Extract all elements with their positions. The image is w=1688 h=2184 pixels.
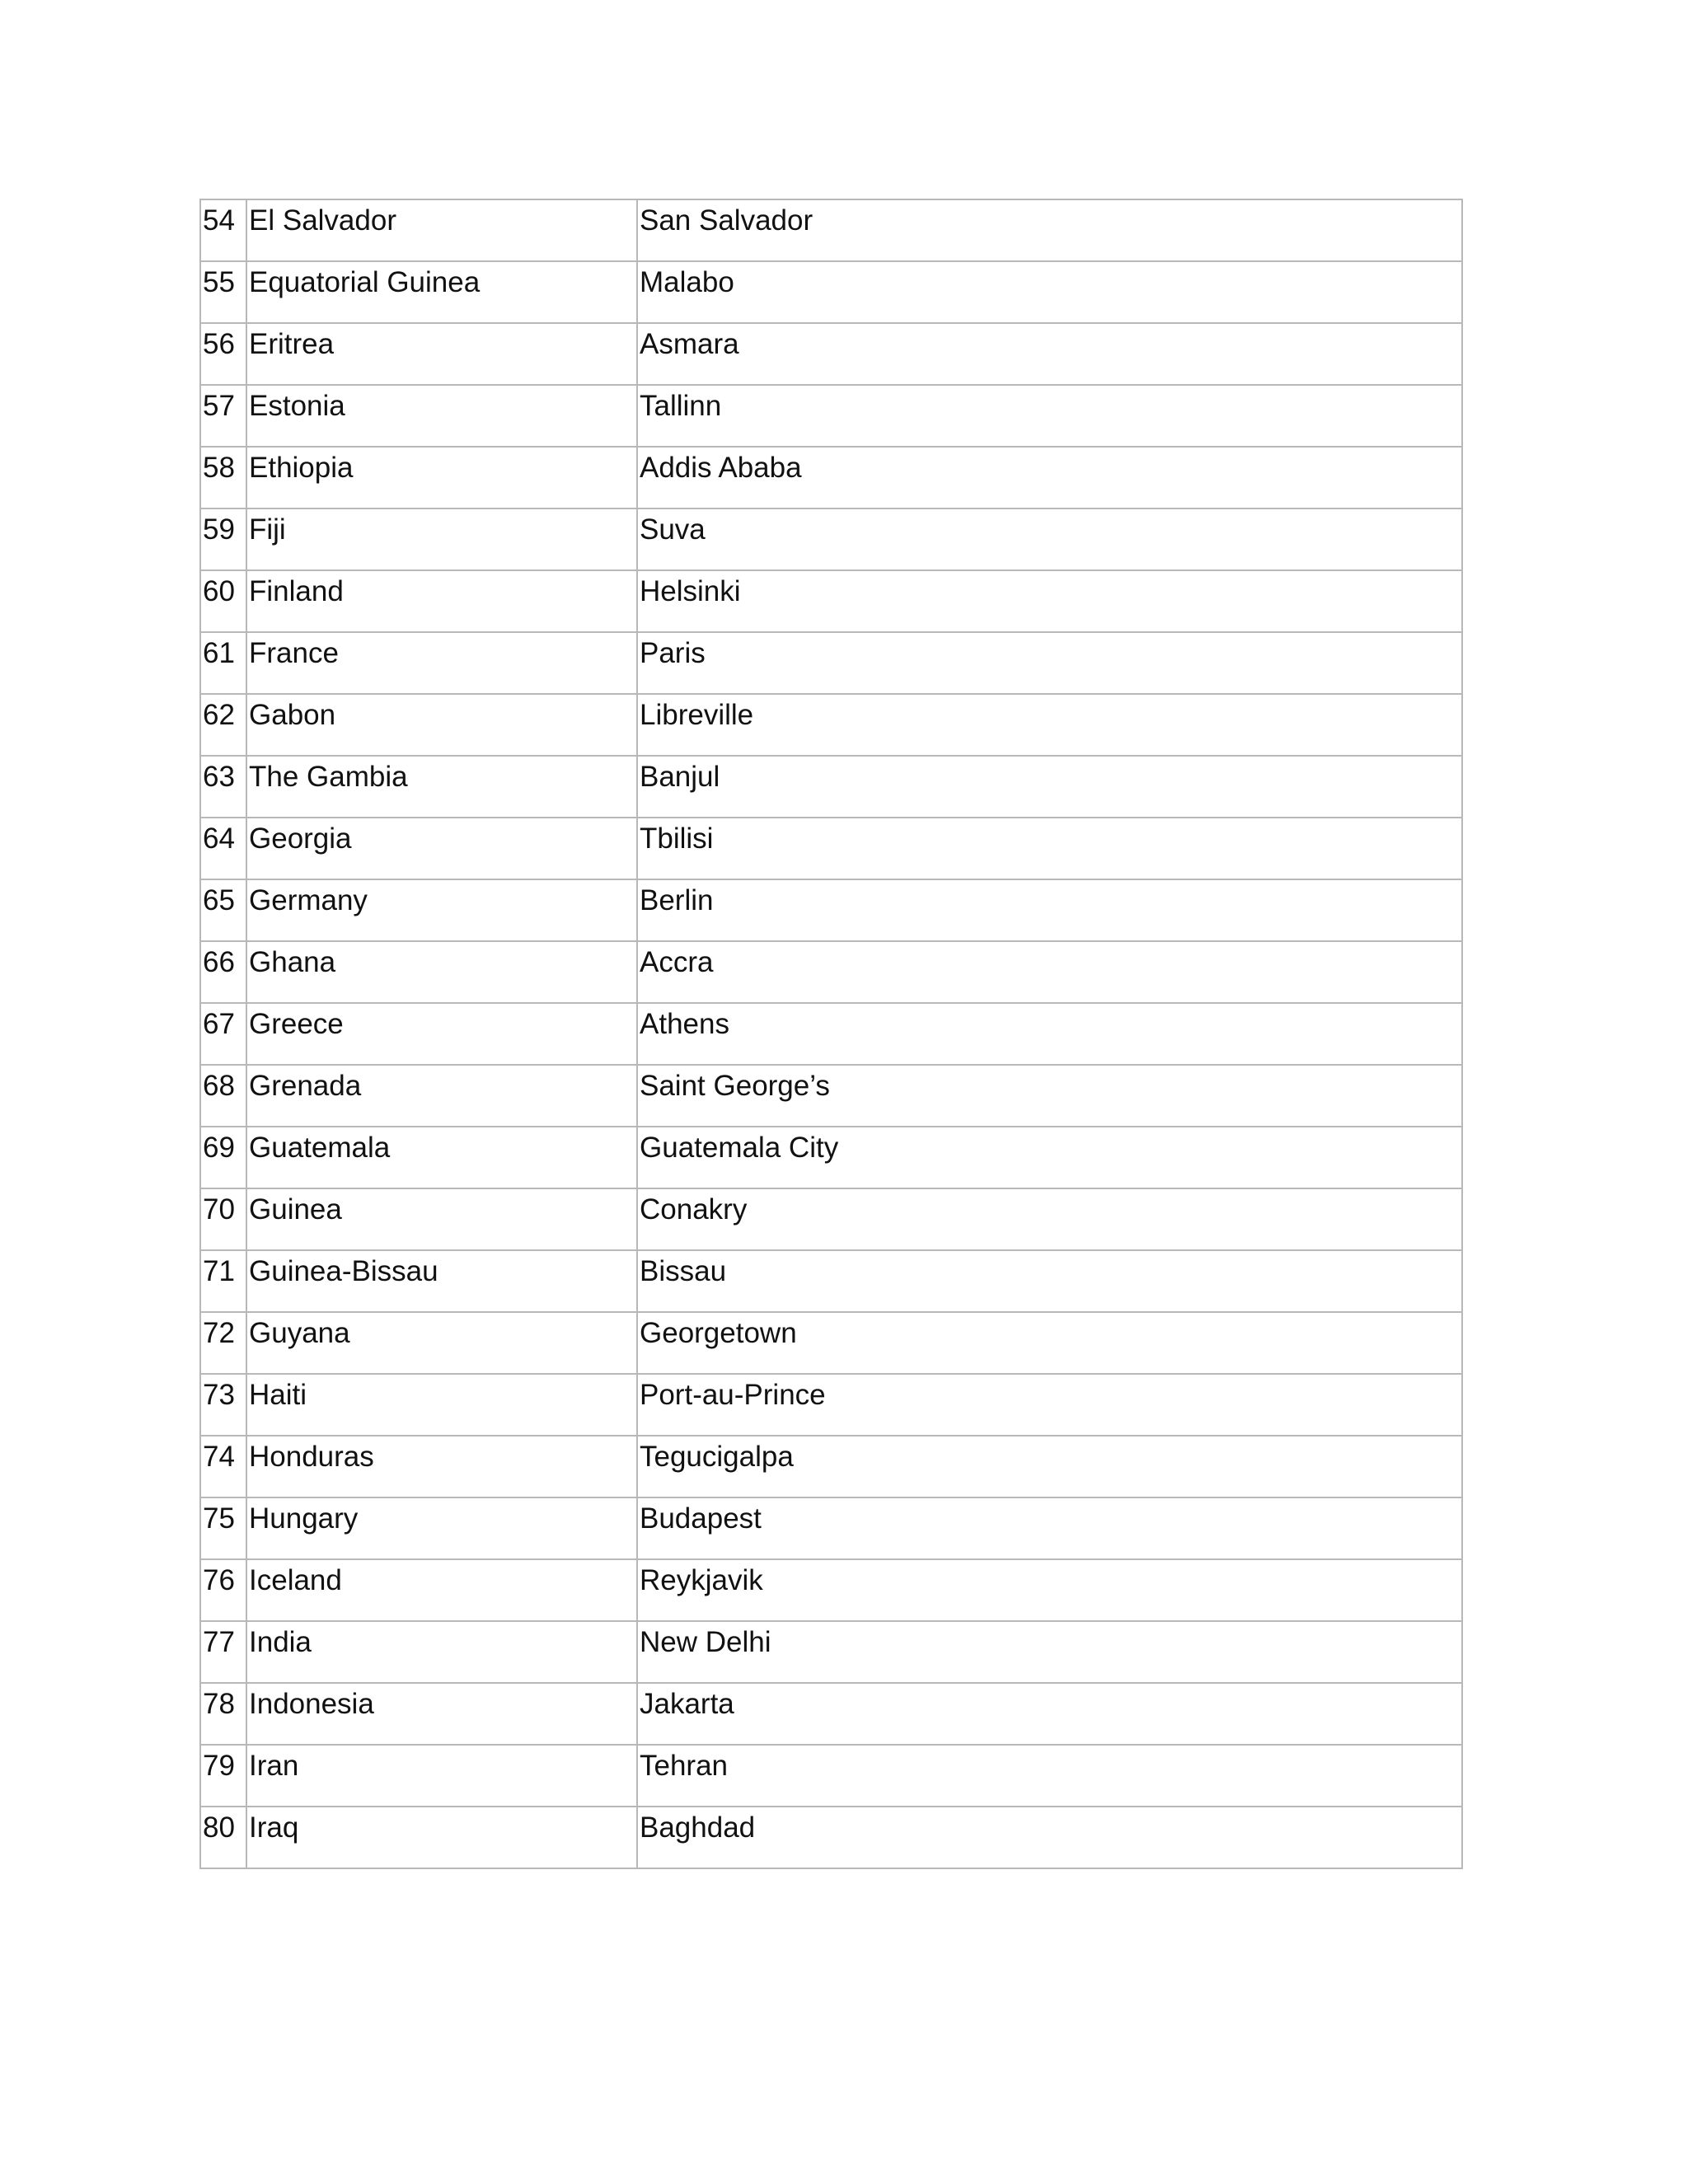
country-cell: Finland [246, 570, 637, 632]
table-row [200, 1188, 1462, 1250]
row-number-cell: 73 [200, 1374, 246, 1436]
country-cell: El Salvador [246, 199, 637, 261]
country-cell: Guyana [246, 1312, 637, 1374]
row-number-cell: 78 [200, 1683, 246, 1745]
table-row [200, 447, 1462, 509]
country-cell: Iraq [246, 1807, 637, 1868]
capital-cell: Jakarta [637, 1683, 1462, 1745]
table-row [200, 1374, 1462, 1436]
row-number-cell: 68 [200, 1065, 246, 1127]
countries-capitals-table [199, 199, 1463, 1869]
capital-cell: Georgetown [637, 1312, 1462, 1374]
table-row [200, 1745, 1462, 1807]
country-cell: Ghana [246, 941, 637, 1003]
row-number-cell: 74 [200, 1436, 246, 1497]
table-row [200, 1127, 1462, 1188]
capital-cell: Reykjavik [637, 1559, 1462, 1621]
table-row [200, 1003, 1462, 1065]
row-number-cell: 71 [200, 1250, 246, 1312]
table-body [200, 199, 1462, 1868]
country-cell: Greece [246, 1003, 637, 1065]
table-row [200, 694, 1462, 756]
row-number-cell: 58 [200, 447, 246, 509]
capital-cell: Accra [637, 941, 1462, 1003]
country-cell: Hungary [246, 1497, 637, 1559]
table-row [200, 1559, 1462, 1621]
country-cell: Gabon [246, 694, 637, 756]
table-row [200, 879, 1462, 941]
row-number-cell: 65 [200, 879, 246, 941]
capital-cell: Athens [637, 1003, 1462, 1065]
table-row [200, 818, 1462, 879]
capital-cell: Baghdad [637, 1807, 1462, 1868]
country-cell: Guinea [246, 1188, 637, 1250]
country-cell: Germany [246, 879, 637, 941]
table-row [200, 1250, 1462, 1312]
capital-cell: Bissau [637, 1250, 1462, 1312]
country-cell: Ethiopia [246, 447, 637, 509]
country-cell: Georgia [246, 818, 637, 879]
table-row [200, 570, 1462, 632]
table-row [200, 1065, 1462, 1127]
row-number-cell: 63 [200, 756, 246, 818]
table-row [200, 1436, 1462, 1497]
row-number-cell: 79 [200, 1745, 246, 1807]
country-cell: Guinea-Bissau [246, 1250, 637, 1312]
table-row [200, 1683, 1462, 1745]
country-cell: Estonia [246, 385, 637, 447]
capital-cell: Guatemala City [637, 1127, 1462, 1188]
table-row [200, 323, 1462, 385]
row-number-cell: 66 [200, 941, 246, 1003]
row-number-cell: 60 [200, 570, 246, 632]
capital-cell: Banjul [637, 756, 1462, 818]
table-row [200, 261, 1462, 323]
country-cell: Guatemala [246, 1127, 637, 1188]
capital-cell: Addis Ababa [637, 447, 1462, 509]
country-cell: The Gambia [246, 756, 637, 818]
capital-cell: Tbilisi [637, 818, 1462, 879]
capital-cell: Budapest [637, 1497, 1462, 1559]
capital-cell: Malabo [637, 261, 1462, 323]
capital-cell: Tallinn [637, 385, 1462, 447]
capital-cell: Asmara [637, 323, 1462, 385]
row-number-cell: 61 [200, 632, 246, 694]
country-cell: Indonesia [246, 1683, 637, 1745]
table-row [200, 1312, 1462, 1374]
country-cell: Fiji [246, 509, 637, 570]
table-row [200, 756, 1462, 818]
row-number-cell: 54 [200, 199, 246, 261]
country-cell: Iran [246, 1745, 637, 1807]
table-row [200, 1621, 1462, 1683]
capital-cell: Berlin [637, 879, 1462, 941]
table-row [200, 1497, 1462, 1559]
row-number-cell: 55 [200, 261, 246, 323]
row-number-cell: 67 [200, 1003, 246, 1065]
row-number-cell: 57 [200, 385, 246, 447]
country-cell: Honduras [246, 1436, 637, 1497]
row-number-cell: 59 [200, 509, 246, 570]
table-row [200, 941, 1462, 1003]
capital-cell: Saint George’s [637, 1065, 1462, 1127]
country-cell: France [246, 632, 637, 694]
table-row [200, 509, 1462, 570]
capital-cell: Paris [637, 632, 1462, 694]
row-number-cell: 76 [200, 1559, 246, 1621]
table-row [200, 385, 1462, 447]
country-cell: Haiti [246, 1374, 637, 1436]
capital-cell: Tegucigalpa [637, 1436, 1462, 1497]
row-number-cell: 64 [200, 818, 246, 879]
country-cell: India [246, 1621, 637, 1683]
country-cell: Equatorial Guinea [246, 261, 637, 323]
table-row [200, 1807, 1462, 1868]
country-cell: Grenada [246, 1065, 637, 1127]
row-number-cell: 62 [200, 694, 246, 756]
row-number-cell: 75 [200, 1497, 246, 1559]
country-cell: Iceland [246, 1559, 637, 1621]
table-row [200, 632, 1462, 694]
capital-cell: Helsinki [637, 570, 1462, 632]
capital-cell: Tehran [637, 1745, 1462, 1807]
row-number-cell: 72 [200, 1312, 246, 1374]
capital-cell: Port-au-Prince [637, 1374, 1462, 1436]
capital-cell: San Salvador [637, 199, 1462, 261]
capital-cell: Libreville [637, 694, 1462, 756]
row-number-cell: 70 [200, 1188, 246, 1250]
row-number-cell: 56 [200, 323, 246, 385]
row-number-cell: 69 [200, 1127, 246, 1188]
capital-cell: Conakry [637, 1188, 1462, 1250]
table-row [200, 199, 1462, 261]
capital-cell: Suva [637, 509, 1462, 570]
country-cell: Eritrea [246, 323, 637, 385]
row-number-cell: 80 [200, 1807, 246, 1868]
capital-cell: New Delhi [637, 1621, 1462, 1683]
row-number-cell: 77 [200, 1621, 246, 1683]
